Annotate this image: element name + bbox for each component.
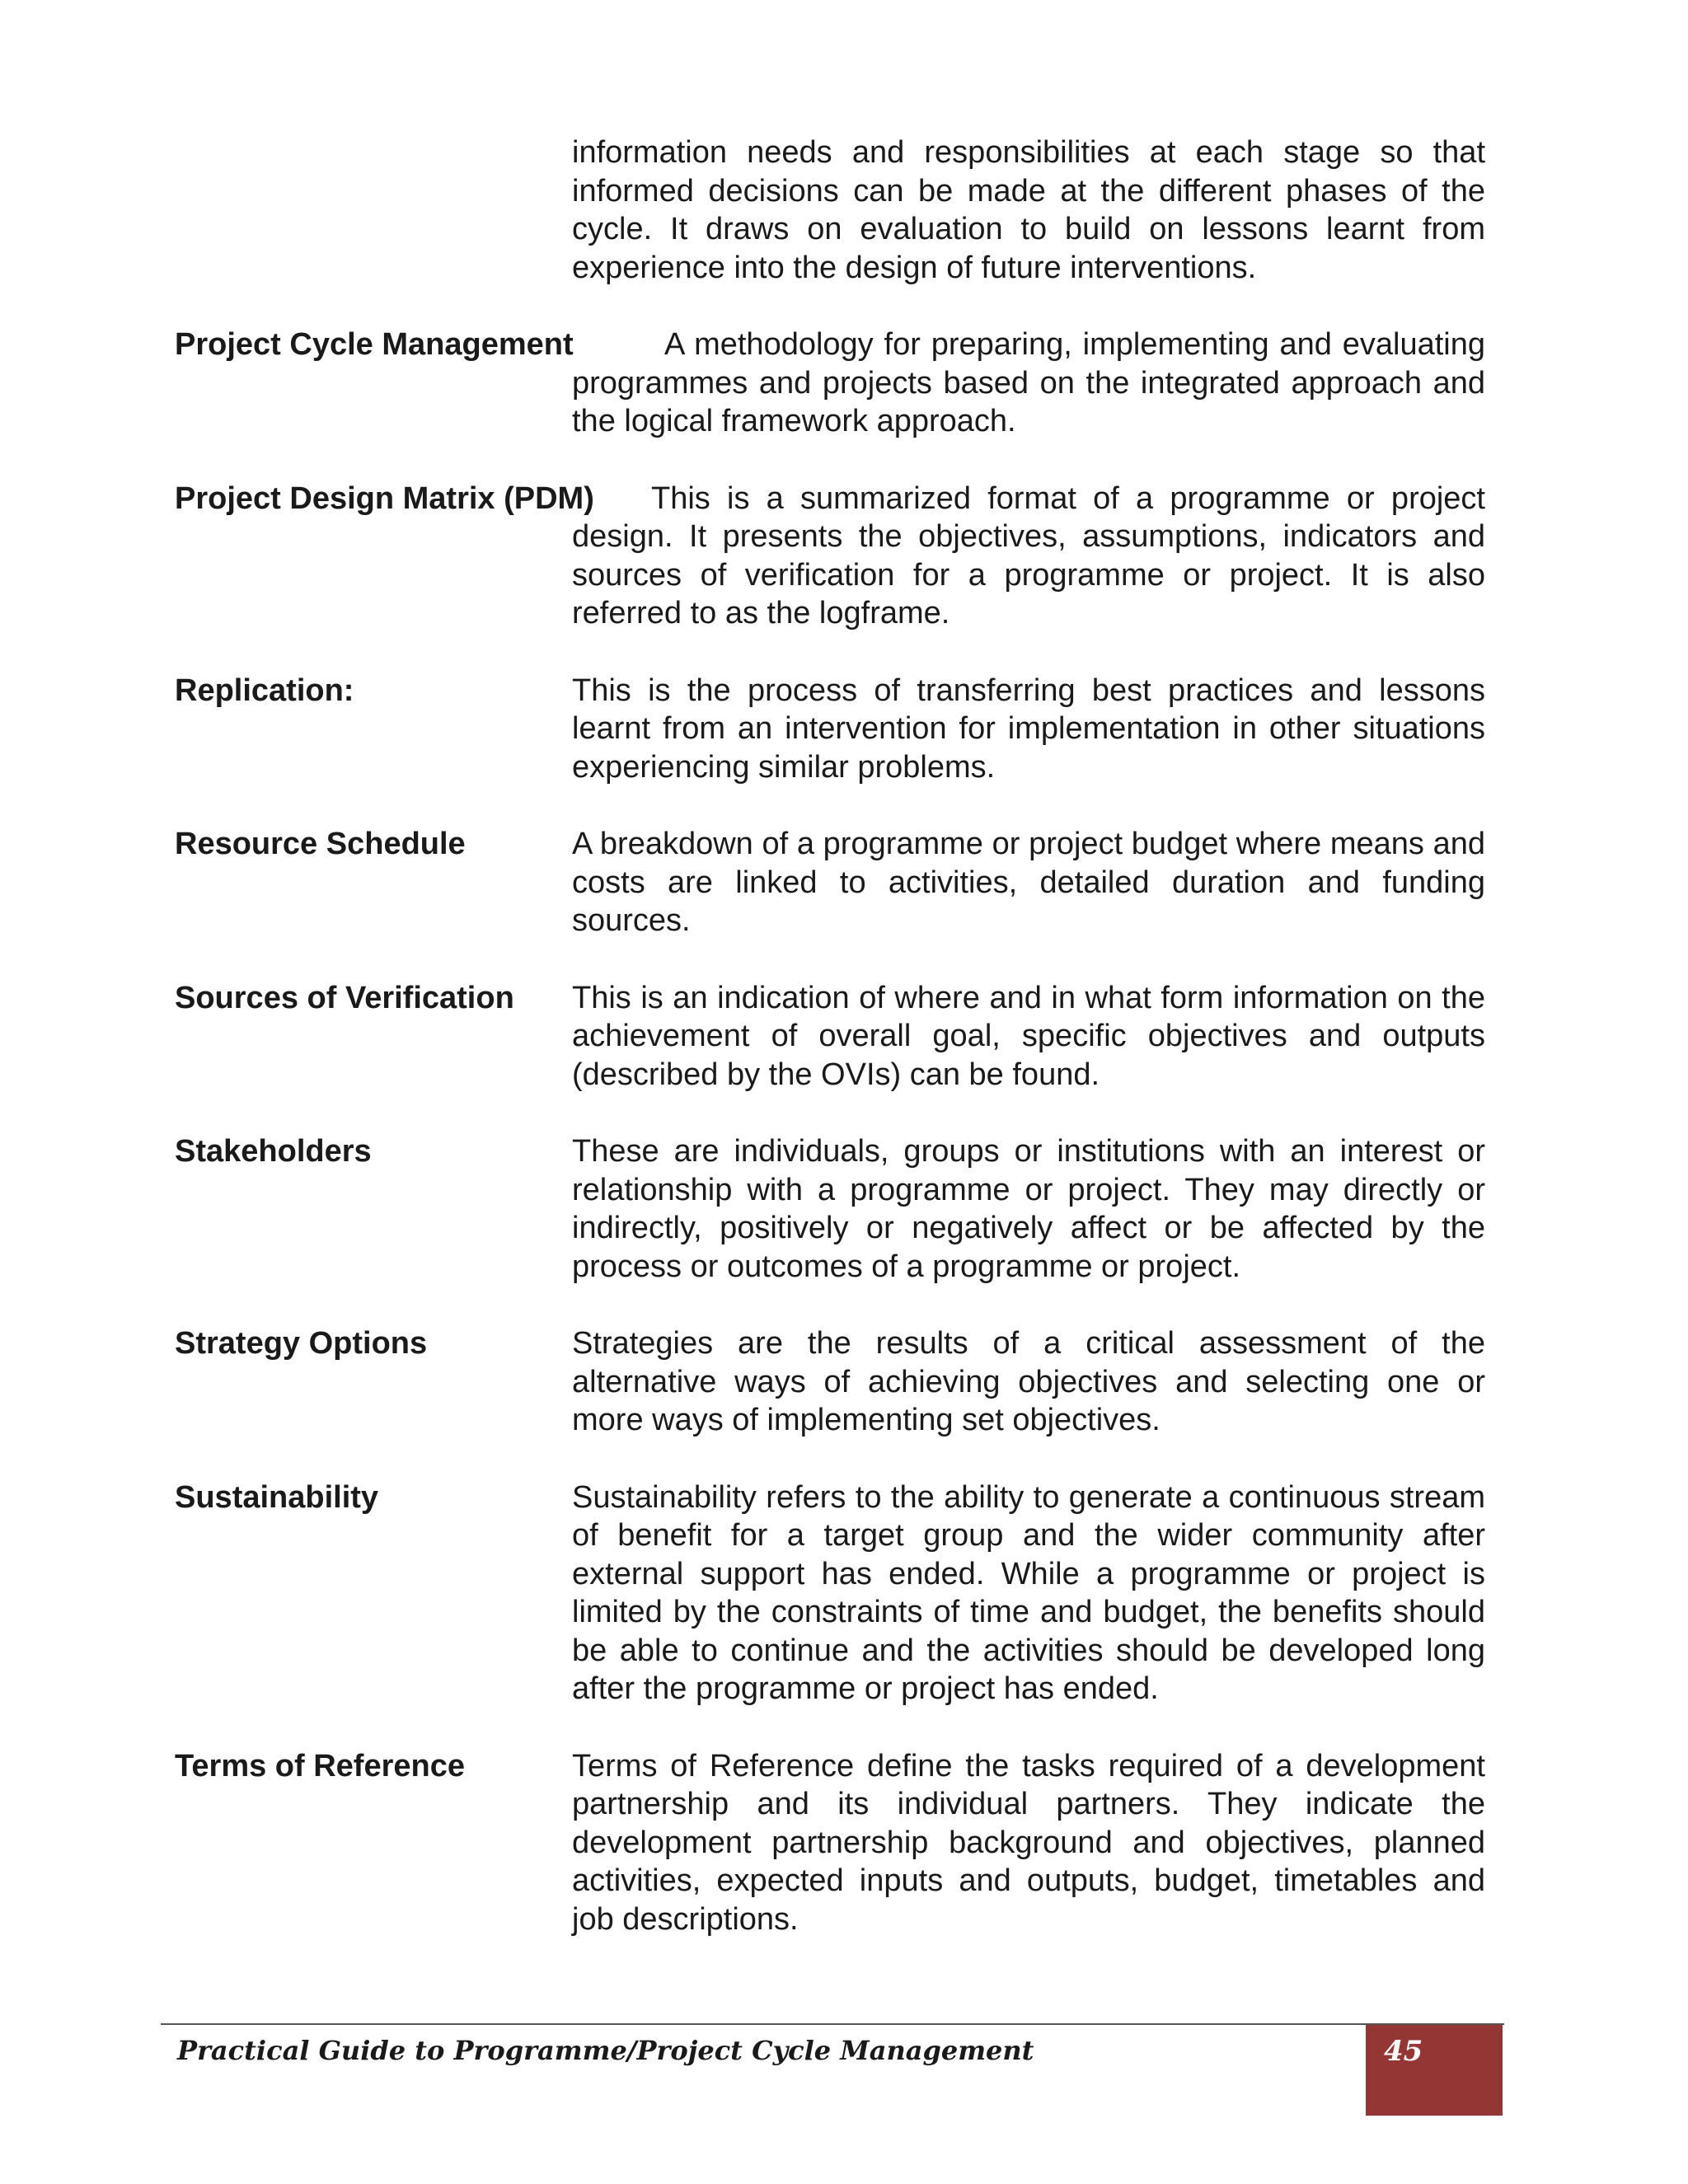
glossary-term: Sources of Verification: [175, 980, 514, 1015]
glossary-entry-sustainability: [175, 1479, 1485, 1708]
glossary-term: Sustainability: [175, 1479, 379, 1515]
glossary-definition: These are individuals, groups or institutions with an interest or relationship with a programme or project. They may directly or indirectly, positively or negatively affect or be affected by the process or outcomes of a programme or project.: [572, 1134, 1485, 1284]
glossary-entry-replication: [175, 672, 1485, 787]
glossary-definition: Strategies are the results of a critical assessment of the alternative ways of achieving objectives and selecting one or more ways of implementing set objectives.: [572, 1326, 1485, 1437]
glossary-definition: A methodology for preparing, implementing and evaluating programmes and projects based on the integrated approach and the logical framework approach.: [572, 327, 1485, 438]
page-footer: [161, 2023, 1504, 2117]
glossary-entry-project-design-matrix: [175, 480, 1485, 633]
footer-title: Practical Guide to Programme/Project Cycle Management: [177, 2035, 1034, 2066]
glossary-term: Project Design Matrix (PDM): [175, 480, 594, 516]
glossary-term: Resource Schedule: [175, 827, 466, 861]
glossary-entry-terms-of-reference: [175, 1747, 1485, 1939]
glossary-entry-continuation: [175, 134, 1485, 287]
glossary-definition: This is a summarized format of a programme or project design. It presents the objectives, assumptions, indicators and sources of verification for a programme or project. It is also referred to as the logframe.: [572, 480, 1485, 630]
glossary-entry-strategy-options: [175, 1324, 1485, 1440]
page-number: 45: [1384, 2035, 1423, 2068]
glossary-term: Stakeholders: [175, 1134, 372, 1169]
glossary-entry-sources-of-verification: [175, 979, 1485, 1094]
glossary-term: Project Cycle Management: [175, 327, 574, 362]
footer-divider: [161, 2023, 1504, 2025]
glossary-entry-project-cycle-management: [175, 326, 1485, 441]
page-number-box: [1366, 2025, 1503, 2116]
glossary-term: Replication:: [175, 673, 354, 708]
continued-definition: information needs and responsibilities at each stage so that informed decisions can be made at the different phases of the cycle. It draws on evaluation to build on lessons learnt from experience into the design of future interventions.: [572, 135, 1485, 285]
glossary-term: Terms of Reference: [175, 1748, 465, 1783]
glossary-entry-resource-schedule: [175, 825, 1485, 940]
glossary-definition: This is the process of transferring best practices and lessons learnt from an intervention for implementation in other situations experiencing similar problems.: [572, 673, 1485, 785]
glossary-definition: A breakdown of a programme or project budget where means and costs are linked to activities, detailed duration and funding sources.: [572, 827, 1485, 938]
glossary-definition: This is an indication of where and in what form information on the achievement of overall goal, specific objectives and outputs (described by the OVIs) can be found.: [572, 980, 1485, 1092]
glossary-entry-stakeholders: [175, 1132, 1485, 1286]
glossary-definition: Terms of Reference define the tasks required of a development partnership and its individual partners. They indicate the development partnership background and objectives, planned activities, expected inputs and outputs, budget, timetables and job descriptions.: [572, 1748, 1485, 1937]
glossary-definition: Sustainability refers to the ability to generate a continuous stream of benefit for a target group and the wider community after external support has ended. While a programme or project is limited by the constraints of time and budget, the benefits should be able to continue and the activities should be developed long after the programme or project has ended.: [572, 1479, 1485, 1706]
glossary-content: [175, 134, 1485, 1977]
glossary-term: Strategy Options: [175, 1326, 428, 1361]
